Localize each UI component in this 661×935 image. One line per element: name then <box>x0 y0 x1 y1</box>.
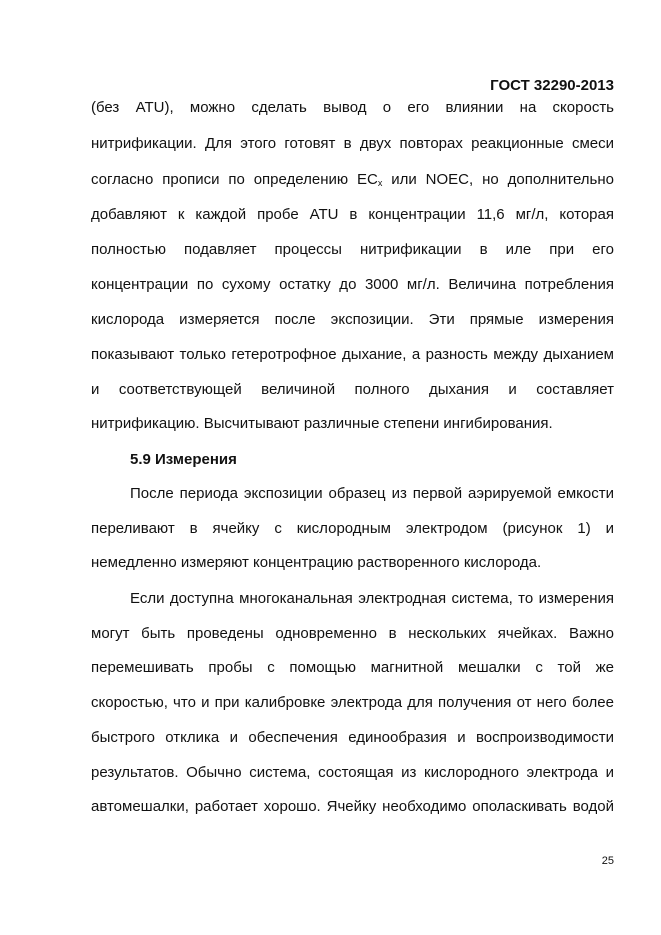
paragraph-3-line-6: результатов. Обычно система, состоящая из кислородного электрода и <box>91 764 614 781</box>
line-3-text-end: или NOEC, но дополнительно <box>382 171 614 188</box>
paragraph-3-line-5: быстрого отклика и обеспечения единообразия и воспроизводимости <box>91 729 614 746</box>
page-number: 25 <box>601 855 614 867</box>
paragraph-1-line-3 <box>91 171 614 188</box>
paragraph-3-line-1: Если доступна многоканальная электродная система, то измерения <box>130 590 614 607</box>
paragraph-1-line-1: (без ATU), можно сделать вывод о его влиянии на скорость <box>91 99 614 116</box>
paragraph-2-line-2: переливают в ячейку с кислородным электродом (рисунок 1) и <box>91 520 614 537</box>
paragraph-1-line-10: нитрификацию. Высчитывают различные степени ингибирования. <box>91 415 553 432</box>
paragraph-1-line-5: полностью подавляет процессы нитрификации в иле при его <box>91 241 614 258</box>
paragraph-3-line-7: автомешалки, работает хорошо. Ячейку необходимо ополаскивать водой <box>91 798 614 815</box>
paragraph-1-line-8: показывают только гетеротрофное дыхание, а разность между дыханием <box>91 346 614 363</box>
paragraph-2-line-1: После периода экспозиции образец из первой аэрируемой емкости <box>130 485 614 502</box>
paragraph-2-line-3: немедленно измеряют концентрацию растворенного кислорода. <box>91 554 542 571</box>
paragraph-1-line-7: кислорода измеряется после экспозиции. Эти прямые измерения <box>91 311 614 328</box>
paragraph-3-line-4: скоростью, что и при калибровке электрода для получения от него более <box>91 694 614 711</box>
ec-subscript: x <box>377 178 383 188</box>
line-3-text-start: согласно прописи по определению EC <box>91 171 378 188</box>
section-heading: 5.9 Измерения <box>130 451 237 468</box>
paragraph-3-line-3: перемешивать пробы с помощью магнитной мешалки с той же <box>91 659 614 676</box>
paragraph-1-line-9: и соответствующей величиной полного дыхания и составляет <box>91 381 614 398</box>
document-code-header: ГОСТ 32290-2013 <box>490 77 614 94</box>
paragraph-3-line-2: могут быть проведены одновременно в нескольких ячейках. Важно <box>91 625 614 642</box>
paragraph-1-line-4: добавляют к каждой пробе ATU в концентрации 11,6 мг/л, которая <box>91 206 614 223</box>
paragraph-1-line-2: нитрификации. Для этого готовят в двух повторах реакционные смеси <box>91 135 614 152</box>
paragraph-1-line-6: концентрации по сухому остатку до 3000 мг/л. Величина потребления <box>91 276 614 293</box>
